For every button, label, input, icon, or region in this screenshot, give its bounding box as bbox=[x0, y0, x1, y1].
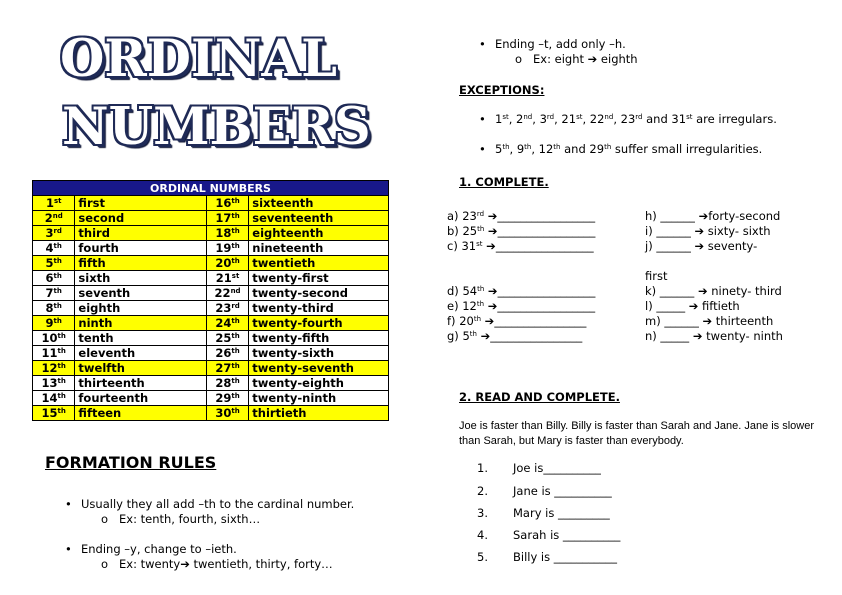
superscript: th bbox=[476, 300, 485, 308]
ordinal-number: 17th bbox=[206, 211, 248, 226]
ordinal-number: 14th bbox=[33, 391, 75, 406]
read-heading: 2. READ AND COMPLETE. bbox=[459, 390, 620, 404]
superscript: th bbox=[57, 377, 66, 385]
table-row bbox=[33, 346, 389, 361]
complete-item: f) 20th ➔________________ bbox=[447, 314, 587, 328]
arrow-icon: ➔ bbox=[692, 329, 703, 343]
rule-1: • Usually they all add –th to the cardinal number. bbox=[81, 497, 354, 511]
ordinal-number: 12th bbox=[33, 361, 75, 376]
superscript: th bbox=[473, 315, 482, 323]
complete-item: h) ______ ➔forty-second bbox=[645, 209, 781, 223]
superscript: rd bbox=[53, 227, 62, 235]
rule-3-example: o Ex: eight ➔ eighth bbox=[515, 52, 638, 66]
superscript: st bbox=[476, 240, 483, 248]
arrow-icon: ➔ bbox=[698, 209, 709, 223]
arrow-icon: ➔ bbox=[487, 299, 498, 313]
superscript: st bbox=[53, 197, 62, 205]
ordinal-word: twenty-second bbox=[249, 286, 389, 301]
ordinal-number: 16th bbox=[206, 196, 248, 211]
superscript: nd bbox=[604, 113, 614, 121]
ordinal-word: twenty-fourth bbox=[249, 316, 389, 331]
complete-item: c) 31st ➔_________________ bbox=[447, 239, 594, 253]
superscript: th bbox=[231, 197, 240, 205]
superscript: th bbox=[524, 143, 532, 151]
complete-item: n) _____ ➔ twenty- ninth bbox=[645, 329, 783, 343]
read-item-number: 4. bbox=[477, 528, 488, 542]
ordinal-number: 1st bbox=[33, 196, 75, 211]
ordinal-number: 23rd bbox=[206, 301, 248, 316]
ordinal-number: 6th bbox=[33, 271, 75, 286]
ordinal-number: 11th bbox=[33, 346, 75, 361]
superscript: th bbox=[231, 392, 240, 400]
ordinal-word: nineteenth bbox=[249, 241, 389, 256]
complete-item: m) ______ ➔ thirteenth bbox=[645, 314, 774, 328]
superscript: th bbox=[53, 287, 62, 295]
ordinal-number: 15th bbox=[33, 406, 75, 421]
ordinal-numbers-table bbox=[32, 180, 389, 421]
table-row bbox=[33, 211, 389, 226]
title-line-2: NUMBERS bbox=[62, 97, 371, 157]
ordinal-number: 28th bbox=[206, 376, 248, 391]
ordinal-word: ninth bbox=[75, 316, 206, 331]
superscript: th bbox=[231, 227, 240, 235]
ordinal-number: 22nd bbox=[206, 286, 248, 301]
ordinal-number: 27th bbox=[206, 361, 248, 376]
superscript: th bbox=[553, 143, 561, 151]
exception-2: • 5th, 9th, 12th and 29th suffer small irregularities. bbox=[495, 142, 762, 156]
ordinal-word: sixteenth bbox=[249, 196, 389, 211]
superscript: nd bbox=[230, 287, 241, 295]
complete-item: d) 54th ➔_________________ bbox=[447, 284, 596, 298]
ordinal-word: eleventh bbox=[75, 346, 206, 361]
arrow-icon: ➔ bbox=[487, 284, 498, 298]
ordinal-number: 18th bbox=[206, 226, 248, 241]
complete-item: g) 5th ➔________________ bbox=[447, 329, 583, 343]
table-row bbox=[33, 376, 389, 391]
complete-item: e) 12th ➔_________________ bbox=[447, 299, 596, 313]
read-item: Jane is __________ bbox=[513, 484, 612, 498]
ordinal-word: fifteen bbox=[75, 406, 206, 421]
read-item-number: 1. bbox=[477, 461, 488, 475]
ordinal-word: twenty-sixth bbox=[249, 346, 389, 361]
ordinal-word: eighth bbox=[75, 301, 206, 316]
superscript: th bbox=[231, 377, 240, 385]
superscript: th bbox=[604, 143, 612, 151]
superscript: th bbox=[477, 225, 485, 233]
superscript: th bbox=[231, 332, 240, 340]
ordinal-word: third bbox=[75, 226, 206, 241]
ordinal-word: twentieth bbox=[249, 256, 389, 271]
superscript: rd bbox=[635, 113, 643, 121]
ordinal-word: thirtieth bbox=[249, 406, 389, 421]
table-row bbox=[33, 196, 389, 211]
superscript: th bbox=[477, 285, 485, 293]
exception-1: • 1st, 2nd, 3rd, 21st, 22nd, 23rd and 31st are irregulars. bbox=[495, 112, 777, 126]
read-item: Billy is ___________ bbox=[513, 550, 618, 564]
ordinal-word: fourteenth bbox=[75, 391, 206, 406]
table-row bbox=[33, 391, 389, 406]
superscript: th bbox=[53, 242, 62, 250]
superscript: nd bbox=[52, 212, 63, 220]
ordinal-number: 29th bbox=[206, 391, 248, 406]
ordinal-number: 9th bbox=[33, 316, 75, 331]
arrow-icon: ➔ bbox=[484, 314, 495, 328]
superscript: rd bbox=[476, 210, 485, 218]
ordinal-word: twenty-eighth bbox=[249, 376, 389, 391]
ordinal-number: 26th bbox=[206, 346, 248, 361]
ordinal-number: 13th bbox=[33, 376, 75, 391]
superscript: th bbox=[57, 392, 66, 400]
table-row bbox=[33, 256, 389, 271]
ordinal-number: 21st bbox=[206, 271, 248, 286]
superscript: st bbox=[502, 113, 509, 121]
superscript: th bbox=[502, 143, 510, 151]
title-line-1: ORDINAL bbox=[60, 29, 337, 89]
ordinal-word: twenty-seventh bbox=[249, 361, 389, 376]
superscript: nd bbox=[523, 113, 533, 121]
superscript: th bbox=[53, 257, 62, 265]
arrow-icon: ➔ bbox=[702, 314, 713, 328]
ordinal-word: twenty-third bbox=[249, 301, 389, 316]
ordinal-number: 7th bbox=[33, 286, 75, 301]
ordinal-number: 3rd bbox=[33, 226, 75, 241]
arrow-icon: ➔ bbox=[487, 209, 498, 223]
superscript: st bbox=[231, 272, 240, 280]
ordinal-number: 5th bbox=[33, 256, 75, 271]
ordinal-number: 19th bbox=[206, 241, 248, 256]
ordinal-word: fifth bbox=[75, 256, 206, 271]
arrow-icon: ➔ bbox=[487, 224, 498, 238]
table-row bbox=[33, 271, 389, 286]
read-item: Joe is__________ bbox=[513, 461, 601, 475]
ordinal-word: fourth bbox=[75, 241, 206, 256]
table-row bbox=[33, 286, 389, 301]
read-paragraph: Joe is faster than Billy. Billy is faster than Sarah and Jane. Jane is slower than Sarah, but Mary is faster than everybody. bbox=[459, 420, 815, 447]
superscript: rd bbox=[546, 113, 555, 121]
ordinal-number: 24th bbox=[206, 316, 248, 331]
ordinal-number: 10th bbox=[33, 331, 75, 346]
arrow-icon: ➔ bbox=[694, 224, 705, 238]
superscript: th bbox=[57, 407, 66, 415]
ordinal-number: 25th bbox=[206, 331, 248, 346]
superscript: th bbox=[231, 362, 240, 370]
superscript: th bbox=[231, 317, 240, 325]
ordinal-word: second bbox=[75, 211, 206, 226]
read-item: Sarah is __________ bbox=[513, 528, 621, 542]
complete-item: j) ______ ➔ seventy- bbox=[645, 239, 758, 253]
ordinal-word: thirteenth bbox=[75, 376, 206, 391]
table-row bbox=[33, 316, 389, 331]
ordinal-word: twenty-ninth bbox=[249, 391, 389, 406]
read-item-number: 5. bbox=[477, 550, 488, 564]
superscript: th bbox=[231, 257, 240, 265]
arrow-icon: ➔ bbox=[486, 239, 496, 253]
superscript: th bbox=[53, 302, 62, 310]
superscript: th bbox=[57, 347, 66, 355]
table-row bbox=[33, 331, 389, 346]
complete-item: k) ______ ➔ ninety- third bbox=[645, 284, 782, 298]
complete-wrap-text: first bbox=[645, 269, 668, 283]
rule-1-example: o Ex: tenth, fourth, sixth… bbox=[101, 512, 261, 526]
superscript: st bbox=[686, 113, 693, 121]
arrow-icon: ➔ bbox=[697, 284, 708, 298]
ordinal-number: 4th bbox=[33, 241, 75, 256]
formation-rules-heading: FORMATION RULES bbox=[45, 453, 217, 472]
superscript: th bbox=[469, 330, 477, 338]
ordinal-number: 2nd bbox=[33, 211, 75, 226]
ordinal-number: 20th bbox=[206, 256, 248, 271]
arrow-icon: ➔ bbox=[180, 557, 190, 571]
ordinal-word: twenty-fifth bbox=[249, 331, 389, 346]
ordinal-word: eighteenth bbox=[249, 226, 389, 241]
ordinal-word: twenty-first bbox=[249, 271, 389, 286]
table-row bbox=[33, 301, 389, 316]
table-header: ORDINAL NUMBERS bbox=[33, 181, 389, 196]
complete-item: l) _____ ➔ fiftieth bbox=[645, 299, 740, 313]
superscript: th bbox=[231, 347, 240, 355]
arrow-icon: ➔ bbox=[480, 329, 491, 343]
superscript: th bbox=[57, 362, 66, 370]
complete-item: a) 23rd ➔_________________ bbox=[447, 209, 596, 223]
ordinal-number: 30th bbox=[206, 406, 248, 421]
superscript: th bbox=[231, 212, 240, 220]
ordinal-word: twelfth bbox=[75, 361, 206, 376]
table-row bbox=[33, 406, 389, 421]
read-item-number: 2. bbox=[477, 484, 488, 498]
ordinal-number: 8th bbox=[33, 301, 75, 316]
read-item: Mary is _________ bbox=[513, 506, 610, 520]
complete-heading: 1. COMPLETE. bbox=[459, 175, 549, 189]
ordinal-word: first bbox=[75, 196, 206, 211]
superscript: th bbox=[57, 332, 66, 340]
read-item-number: 3. bbox=[477, 506, 488, 520]
superscript: th bbox=[231, 242, 240, 250]
superscript: th bbox=[231, 407, 240, 415]
superscript: th bbox=[53, 317, 62, 325]
arrow-icon: ➔ bbox=[688, 299, 699, 313]
arrow-icon: ➔ bbox=[587, 52, 598, 66]
complete-item: b) 25th ➔_________________ bbox=[447, 224, 596, 238]
rule-2-example: o Ex: twenty➔ twentieth, thirty, forty… bbox=[101, 557, 333, 571]
table-row bbox=[33, 241, 389, 256]
ordinal-word: tenth bbox=[75, 331, 206, 346]
superscript: st bbox=[576, 113, 583, 121]
superscript: th bbox=[53, 272, 62, 280]
ordinal-word: seventeenth bbox=[249, 211, 389, 226]
table-row bbox=[33, 226, 389, 241]
table-row bbox=[33, 361, 389, 376]
complete-item: i) ______ ➔ sixty- sixth bbox=[645, 224, 771, 238]
rule-2: • Ending –y, change to –ieth. bbox=[81, 542, 237, 556]
ordinal-word: sixth bbox=[75, 271, 206, 286]
rule-3: • Ending –t, add only –h. bbox=[495, 37, 626, 51]
exceptions-heading: EXCEPTIONS: bbox=[459, 83, 545, 97]
arrow-icon: ➔ bbox=[694, 239, 705, 253]
superscript: rd bbox=[231, 302, 240, 310]
ordinal-word: seventh bbox=[75, 286, 206, 301]
